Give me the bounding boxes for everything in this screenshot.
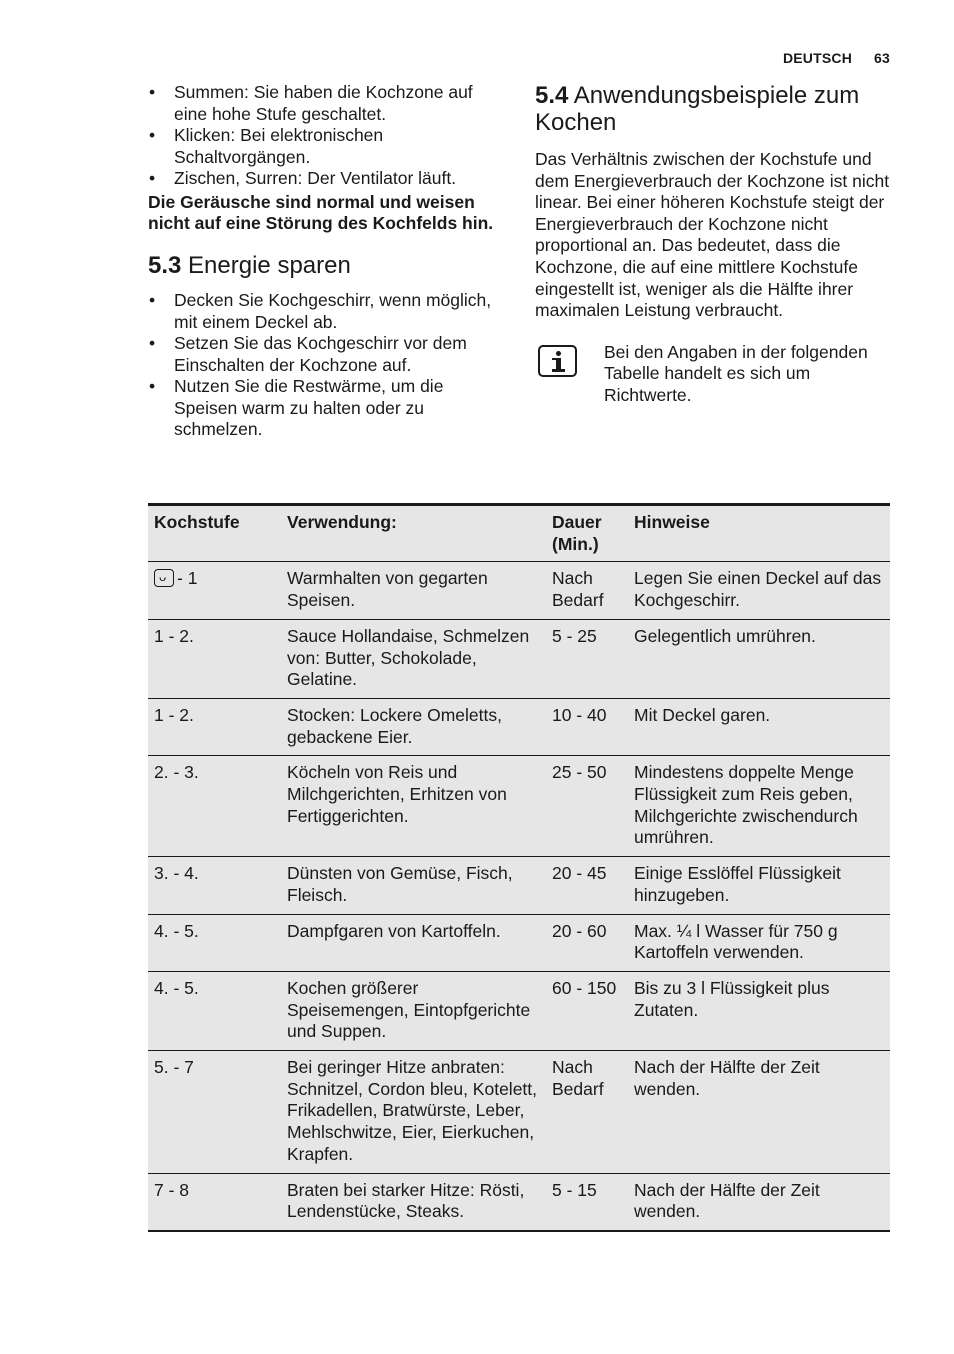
column-header: Kochstufe: [148, 505, 281, 562]
table-row: [148, 914, 890, 971]
list-item: • Klicken: Bei elektronischen Schaltvorgängen.: [148, 125, 508, 168]
column-header: Hinweise: [628, 505, 890, 562]
table-cell: Nach Bedarf: [546, 562, 628, 619]
table-cell: Mit Deckel garen.: [628, 698, 890, 755]
table-cell: Gelegentlich umrühren.: [628, 619, 890, 698]
table-cell: Einige Esslöffel Flüssigkeit hinzugeben.: [628, 857, 890, 914]
right-column: [535, 82, 895, 407]
energy-list: [148, 290, 508, 441]
table-cell: Mindestens doppelte Menge Flüssigkeit zum Reis geben, Milchgerichte zwischendurch umrühren.: [628, 756, 890, 857]
table-row: [148, 562, 890, 619]
table-cell: Nach Bedarf: [546, 1051, 628, 1174]
section-title-text: Energie sparen: [188, 252, 351, 280]
page-number: 63: [874, 50, 890, 66]
table-cell: 3. - 4.: [148, 857, 281, 914]
info-note-text: Bei den Angaben in der folgenden Tabelle handelt es sich um Richtwerte.: [604, 341, 868, 405]
table-row: [148, 857, 890, 914]
list-item: • Summen: Sie haben die Kochzone auf eine hohe Stufe geschaltet.: [148, 82, 508, 125]
table-cell: [148, 562, 281, 619]
table-cell: Dünsten von Gemüse, Fisch, Fleisch.: [281, 857, 546, 914]
table-cell: 5 - 15: [546, 1173, 628, 1231]
table-cell: 60 - 150: [546, 971, 628, 1050]
table-cell: Köcheln von Reis und Milchgerichten, Erhitzen von Fertiggerichten.: [281, 756, 546, 857]
table-cell: Sauce Hollandaise, Schmelzen von: Butter, Schokolade, Gelatine.: [281, 619, 546, 698]
table-cell: Nach der Hälfte der Zeit wenden.: [628, 1173, 890, 1231]
cooking-table: [148, 503, 890, 1232]
table-cell: 4. - 5.: [148, 914, 281, 971]
table-row: [148, 698, 890, 755]
table-row: [148, 619, 890, 698]
table-cell: 20 - 45: [546, 857, 628, 914]
table-cell: Dampfgaren von Kartoffeln.: [281, 914, 546, 971]
table-cell: Stocken: Lockere Omeletts, gebackene Eier.: [281, 698, 546, 755]
table-cell: 5. - 7: [148, 1051, 281, 1174]
info-note: [535, 342, 895, 407]
table-cell: Bis zu 3 l Flüssigkeit plus Zutaten.: [628, 971, 890, 1050]
table-cell: 25 - 50: [546, 756, 628, 857]
noise-list: [148, 82, 508, 190]
left-column: [148, 82, 508, 441]
table-cell: 1 - 2.: [148, 698, 281, 755]
table-cell: Legen Sie einen Deckel auf das Kochgeschirr.: [628, 562, 890, 619]
keep-warm-icon: [154, 569, 174, 587]
cell-text: - 1: [177, 568, 198, 589]
table-row: [148, 1173, 890, 1231]
table-cell: 20 - 60: [546, 914, 628, 971]
table-cell: 10 - 40: [546, 698, 628, 755]
list-item: • Zischen, Surren: Der Ventilator läuft.: [148, 168, 508, 190]
table-cell: 4. - 5.: [148, 971, 281, 1050]
table-cell: Bei geringer Hitze anbraten: Schnitzel, Cordon bleu, Kotelett, Frikadellen, Bratwürste, Leber, Mehlschwitze, Eier, Eierkuchen, Krapfen.: [281, 1051, 546, 1174]
noise-note: Die Geräusche sind normal und weisen nicht auf eine Störung des Kochfelds hin.: [148, 191, 494, 234]
column-header: Dauer (Min.): [546, 505, 628, 562]
section-title-text: Anwendungsbeispiele zum Kochen: [535, 82, 860, 136]
table-cell: 2. - 3.: [148, 756, 281, 857]
list-item: • Decken Sie Kochgeschirr, wenn möglich, mit einem Deckel ab.: [148, 290, 508, 333]
list-item: • Setzen Sie das Kochgeschirr vor dem Einschalten der Kochzone auf.: [148, 333, 508, 376]
section-number: 5.3: [148, 252, 182, 280]
table-header-row: [148, 505, 890, 562]
list-item: • Nutzen Sie die Restwärme, um die Speisen warm zu halten oder zu schmelzen.: [148, 376, 508, 441]
section-title-energy: [148, 252, 508, 279]
table-cell: Warmhalten von gegarten Speisen.: [281, 562, 546, 619]
table-cell: 5 - 25: [546, 619, 628, 698]
header-language: DEUTSCH: [782, 50, 853, 66]
table-cell: Nach der Hälfte der Zeit wenden.: [628, 1051, 890, 1174]
section-number: 5.4: [535, 82, 569, 109]
column-header: Verwendung:: [281, 505, 546, 562]
table-cell: Braten bei starker Hitze: Rösti, Lendenstücke, Steaks.: [281, 1173, 546, 1231]
table-cell: 1 - 2.: [148, 619, 281, 698]
table-row: [148, 1051, 890, 1174]
page-header: [783, 50, 890, 66]
intro-paragraph: Das Verhältnis zwischen der Kochstufe und dem Energieverbrauch der Kochzone ist nicht linear. Bei einer höheren Kochstufe steigt der Energieverbrauch der Kochzone nicht proportional an. Das bedeutet, dass die Kochzone, die auf eine mittlere Kochstufe eingestellt ist, weniger als die Hälfte ihrer maximalen Leistung verbraucht.: [535, 149, 890, 321]
table-row: [148, 971, 890, 1050]
table-cell: Kochen größerer Speisemengen, Eintopfgerichte und Suppen.: [281, 971, 546, 1050]
table-cell: 7 - 8: [148, 1173, 281, 1231]
table-cell: Max. ¼ l Wasser für 750 g Kartoffeln verwenden.: [628, 914, 890, 971]
info-icon: [538, 345, 577, 377]
section-title-examples: [535, 82, 895, 136]
table-row: [148, 756, 890, 857]
